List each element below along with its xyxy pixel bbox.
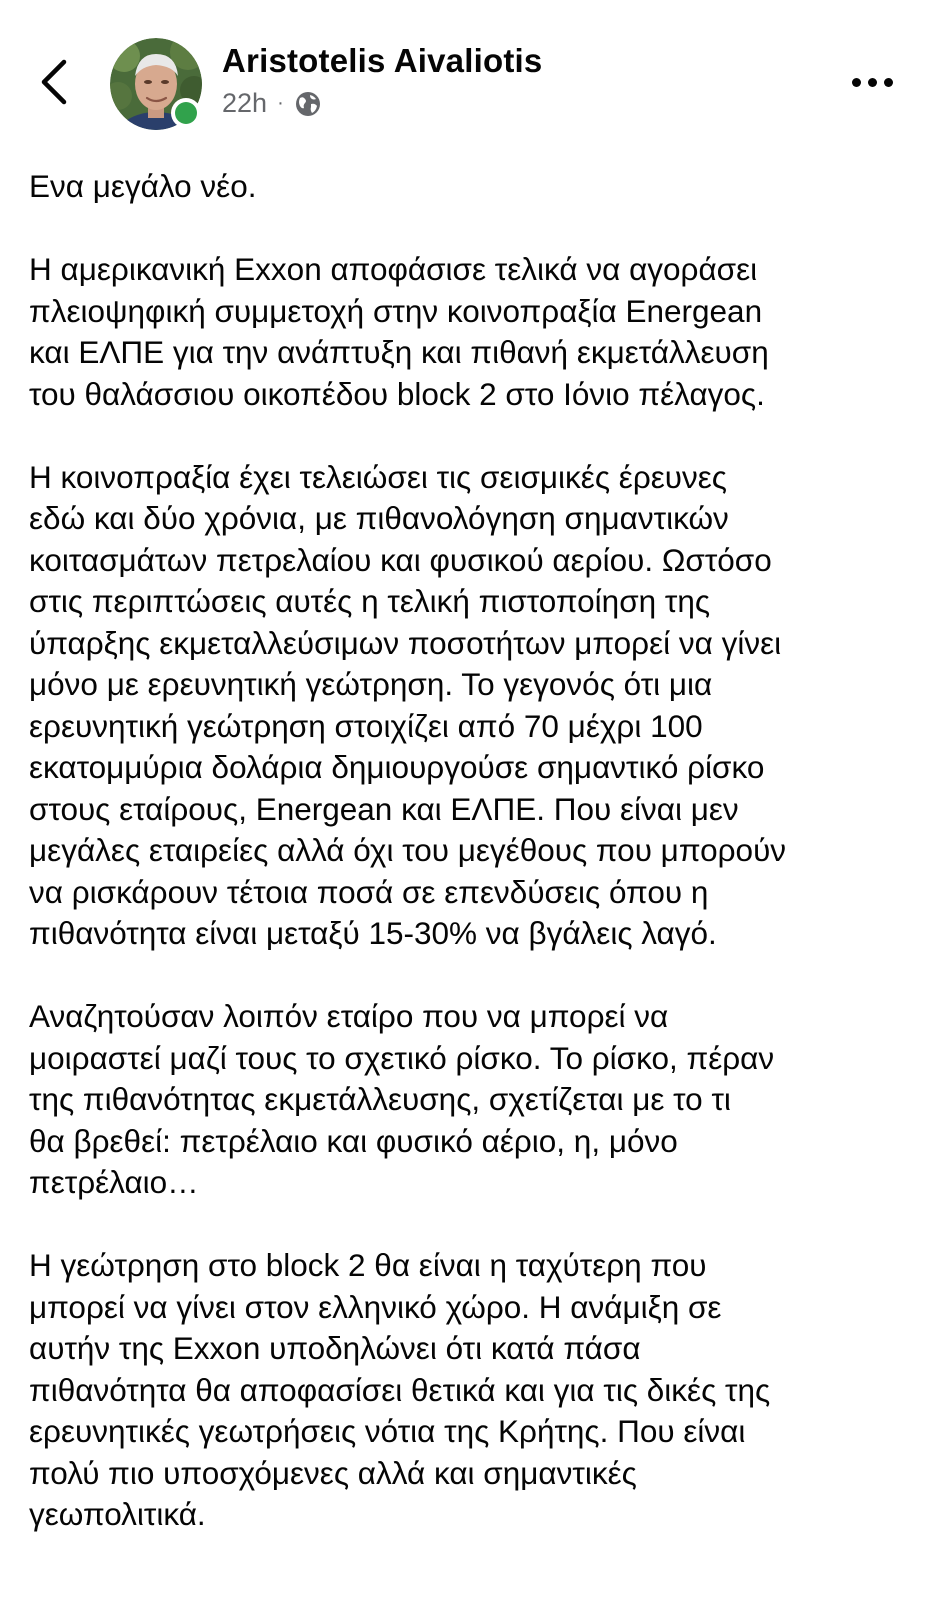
online-status-indicator xyxy=(171,98,201,128)
author-name[interactable]: Aristotelis Aivaliotis xyxy=(222,42,543,79)
post-meta xyxy=(222,88,322,119)
more-horizontal-icon xyxy=(884,78,893,87)
meta-separator: · xyxy=(277,92,284,114)
post-paragraph: Αναζητούσαν λοιπόν εταίρο που να μπορεί να μοιραστεί μαζί τους το σχετικό ρίσκο. Το ρίσκο, πέραν της πιθανότητας εκμετάλλευσης, σχετίζεται με το τι θα βρεθεί: πετρέλαιο και φυσικό αέριο, η, μόνο πετρέλαιο… xyxy=(29,998,775,1200)
post-header xyxy=(0,0,946,150)
post-text xyxy=(29,166,919,1577)
post-paragraph: Η γεώτρηση στο block 2 θα είναι η ταχύτερη που μπορεί να γίνει στον ελληνικό χώρο. Η ανάμιξη σε αυτήν της Exxon υποδηλώνει ότι κατά πάσα πιθανότητα θα αποφασίσει θετικά και για τις δικές της ερευνητικές γεωτρήσεις νότια της Κρήτης. Που είναι πολύ πιο υποσχόμενες αλλά και σημαντικές γεωπολιτικά. xyxy=(29,1247,771,1532)
post-paragraph: Η κοινοπραξία έχει τελειώσει τις σεισμικές έρευνες εδώ και δύο χρόνια, με πιθανολόγηση σημαντικών κοιτασμάτων πετρελαίου και φυσικού αερίου. Ωστόσο στις περιπτώσεις αυτές η τελική πιστοποίηση της ύπαρξης εκμεταλλεύσιμων ποσοτήτων μπορεί να γίνει μόνο με ερευνητική γεώτρηση. Το γεγονός ότι μια ερευνητική γεώτρηση στοιχίζει από 70 μέχρι 100 εκατομμύρια δολάρια δημιουργούσε σημαντικό ρίσκο στους εταίρους, Energean και ΕΛΠΕ. Που είναι μεν μεγάλες εταιρείες αλλά όχι του μεγέθους που μπορούν να ρισκάρουν τέτοια ποσά σε επενδύσεις όπου η πιθανότητα είναι μεταξύ 15-30% να βγάλεις λαγό. xyxy=(29,458,787,951)
post-paragraph: Ενα μεγάλο νέο. xyxy=(29,168,257,204)
more-horizontal-icon xyxy=(868,78,877,87)
more-horizontal-icon xyxy=(852,78,861,87)
back-button[interactable] xyxy=(32,52,76,112)
more-options-button[interactable] xyxy=(840,62,904,102)
globe-icon[interactable] xyxy=(294,90,322,118)
post-timestamp[interactable]: 22h xyxy=(222,88,268,118)
post-paragraph: Η αμερικανική Exxon αποφάσισε τελικά να αγοράσει πλειοψηφική συμμετοχή στην κοινοπραξία Energean και ΕΛΠΕ για την ανάπτυξη και πιθανή εκμετάλλευση του θαλάσσιου οικοπέδου block 2 στο Ιόνιο πέλαγος. xyxy=(29,251,769,412)
chevron-left-icon xyxy=(40,59,68,105)
